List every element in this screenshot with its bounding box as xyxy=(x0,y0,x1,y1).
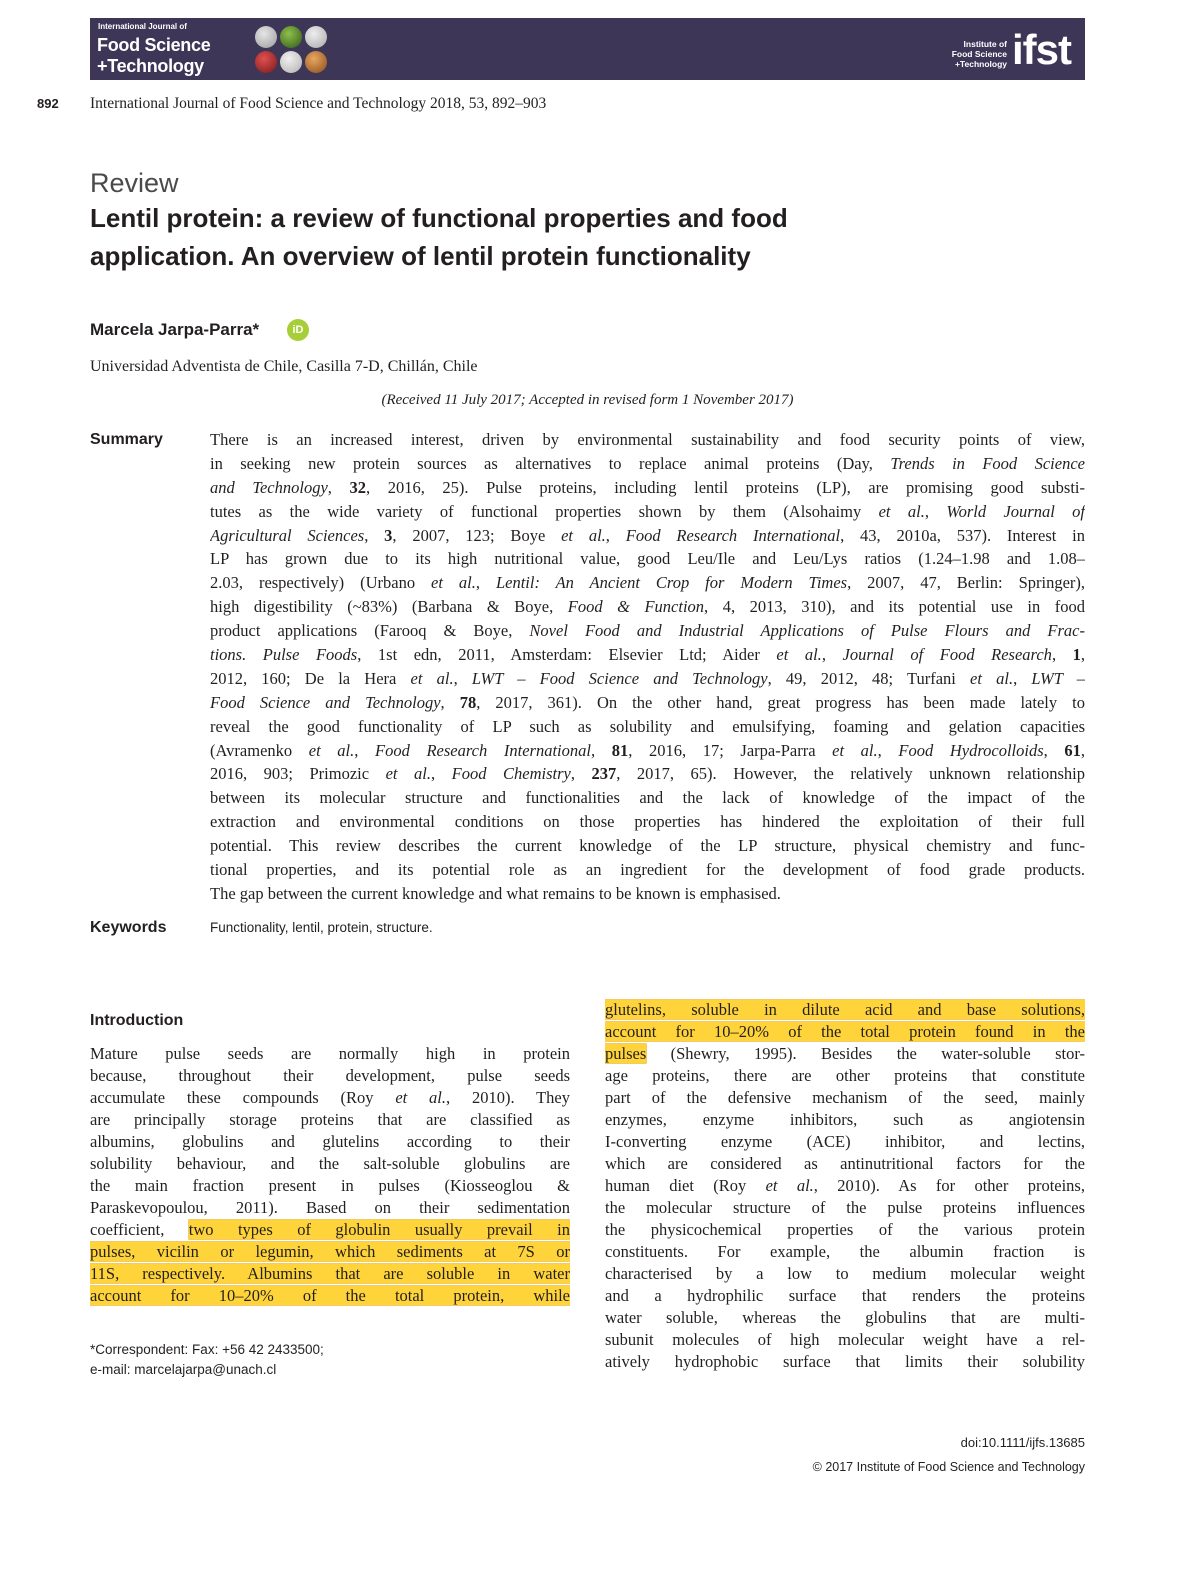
body-line xyxy=(90,1241,570,1263)
text-run: coefficient, xyxy=(90,1220,189,1239)
body-line xyxy=(90,1175,570,1197)
highlighted-text: pulses xyxy=(605,1044,647,1063)
cover-image-circle xyxy=(255,51,277,73)
text-run: age proteins, there are other proteins that constitute xyxy=(605,1066,1085,1085)
keywords-list: Functionality, lentil, protein, structure. xyxy=(210,920,433,935)
italic-text: Food Research International xyxy=(625,525,841,545)
summary-line xyxy=(210,476,1085,500)
text-run: , xyxy=(440,692,460,712)
text-run: the main fraction present in pulses (Kiosseoglou & xyxy=(90,1176,570,1195)
author-affiliation: Universidad Adventista de Chile, Casilla 7-D, Chillán, Chile xyxy=(90,358,478,375)
text-run: high digestibility (~83%) (Barbana & Boye, xyxy=(210,597,568,617)
text-run: 2016, 903; Primozic xyxy=(210,764,386,784)
italic-text: Lentil: An Ancient Crop for Modern Times xyxy=(495,573,848,593)
body-line xyxy=(90,1153,570,1175)
italic-text: Food Hydrocolloids xyxy=(898,740,1044,760)
text-run: , 2010). As for other proteins, xyxy=(813,1176,1085,1195)
highlighted-text: pulses, vicilin or legumin, which sediments at 7S or xyxy=(90,1242,570,1261)
text-run: albumins, globulins and glutelins according to their xyxy=(90,1132,570,1151)
highlighted-text: two types of globulin usually prevail in xyxy=(188,1220,570,1239)
bold-text: 1 xyxy=(1072,645,1081,665)
italic-text: Trends in Food Science xyxy=(890,453,1085,473)
orcid-icon[interactable]: iD xyxy=(287,319,309,341)
text-run: part of the defensive mechanism of the seed, mainly xyxy=(605,1088,1085,1107)
summary-line xyxy=(210,691,1085,715)
text-run: , 2010). They xyxy=(446,1088,570,1107)
italic-text: Novel Food and Industrial Applications of Pulse Flours and Frac- xyxy=(529,621,1085,641)
right-column-text xyxy=(605,999,1085,1373)
bold-text: 61 xyxy=(1064,740,1081,760)
text-run: enzymes, enzyme inhibitors, such as angiotensin xyxy=(605,1110,1085,1129)
text-run: between its molecular structure and functionalities and the lack of knowledge of the impact of the xyxy=(210,788,1085,808)
text-run: , 4, 2013, 310), and its potential use in food xyxy=(704,597,1085,617)
italic-text: and Technology xyxy=(210,477,328,497)
highlighted-text: glutelins, soluble in dilute acid and base solutions, xyxy=(605,1000,1085,1019)
summary-line xyxy=(210,500,1085,524)
section-heading: Introduction xyxy=(90,1012,184,1029)
body-line xyxy=(605,1021,1085,1043)
body-line xyxy=(605,1241,1085,1263)
journal-logo-line2: +Technology xyxy=(97,56,204,76)
cover-image-circle xyxy=(280,26,302,48)
summary-line xyxy=(210,715,1085,739)
journal-logo-line1: Food Science xyxy=(97,35,211,55)
text-run: are principally storage proteins that are classified as xyxy=(90,1110,570,1129)
italic-text: et al. xyxy=(561,525,606,545)
body-line xyxy=(90,1219,570,1241)
cover-image-circle xyxy=(305,26,327,48)
journal-logo-kicker: International Journal of xyxy=(98,22,187,31)
highlighted-text: account for 10–20% of the total protein, while xyxy=(90,1286,570,1305)
summary-line xyxy=(210,524,1085,548)
text-run: , xyxy=(327,477,350,497)
body-line xyxy=(90,1109,570,1131)
text-run: constituents. For example, the albumin fraction is xyxy=(605,1242,1085,1261)
body-line xyxy=(90,1263,570,1285)
italic-text: et al. xyxy=(776,645,822,665)
cover-image-circle xyxy=(305,51,327,73)
italic-text: Food Science and Technology xyxy=(210,692,441,712)
text-run: , xyxy=(1013,668,1032,688)
text-run: , 2017, 361). On the other hand, great progress has been made lately to xyxy=(476,692,1085,712)
left-column-text xyxy=(90,1043,570,1307)
text-run: , xyxy=(364,525,385,545)
text-run: , xyxy=(1051,645,1073,665)
italic-text: et al. xyxy=(385,764,431,784)
author-name: Marcela Jarpa-Parra* xyxy=(90,320,260,339)
text-run: , 2007, 123; Boye xyxy=(392,525,562,545)
text-run: in seeking new protein sources as alternatives to replace animal proteins (Day, xyxy=(210,453,891,473)
text-run: I-converting enzyme (ACE) inhibitor, and lectins, xyxy=(605,1132,1085,1151)
body-line xyxy=(90,1131,570,1153)
cover-image-circle xyxy=(280,51,302,73)
text-run: , 1st edn, 2011, Amsterdam: Elsevier Ltd; Aider xyxy=(357,645,777,665)
text-run: , 2016, 25). Pulse proteins, including lentil proteins (LP), are promising good substi- xyxy=(366,477,1085,497)
text-run: atively hydrophobic surface that limits their solubility xyxy=(605,1352,1085,1371)
running-header-citation: International Journal of Food Science and Technology 2018, 53, 892–903 xyxy=(90,95,547,112)
text-run: which are considered as antinutritional factors for the xyxy=(605,1154,1085,1173)
page-number: 892 xyxy=(37,96,59,111)
bold-text: 32 xyxy=(349,477,366,497)
body-line xyxy=(605,1197,1085,1219)
text-run: (Avramenko xyxy=(210,740,309,760)
text-run: , xyxy=(1080,740,1085,760)
summary-line xyxy=(210,739,1085,763)
summary-line xyxy=(210,547,1085,571)
italic-text: Food Research International xyxy=(375,740,591,760)
summary-text xyxy=(210,428,1085,906)
bold-text: 78 xyxy=(459,692,477,712)
italic-text: et al. xyxy=(832,740,878,760)
body-line xyxy=(605,999,1085,1021)
correspondence-email[interactable]: e-mail: marcelajarpa@unach.cl xyxy=(90,1362,277,1377)
text-run: potential. This review describes the current knowledge of the LP structure, physical chemistry and func- xyxy=(210,836,1085,856)
summary-line xyxy=(210,762,1085,786)
text-run: 2.03, respectively) (Urbano xyxy=(210,573,432,593)
ifst-logo-line: Food Science xyxy=(951,49,1007,59)
text-run: , xyxy=(1080,645,1085,665)
body-line xyxy=(605,1043,1085,1065)
text-run: characterised by a low to medium molecular weight xyxy=(605,1264,1085,1283)
body-line xyxy=(90,1087,570,1109)
summary-line xyxy=(210,571,1085,595)
italic-text: et al. xyxy=(970,668,1014,688)
text-run: the physicochemical properties of the various protein xyxy=(605,1220,1085,1239)
italic-text: LWT – xyxy=(1031,668,1085,688)
italic-text: Food Chemistry xyxy=(451,764,571,784)
cover-image-circle xyxy=(255,26,277,48)
text-run: The gap between the current knowledge and what remains to be known is emphasised. xyxy=(210,883,781,903)
summary-line xyxy=(210,667,1085,691)
text-run: extraction and environmental conditions on those properties has hindered the exploitation of their full xyxy=(210,812,1085,832)
text-run: , 2007, 47, Berlin: Springer), xyxy=(847,573,1085,593)
text-run: accumulate these compounds (Roy xyxy=(90,1088,396,1107)
correspondence-footnote: *Correspondent: Fax: +56 42 2433500; xyxy=(90,1342,324,1357)
italic-text: LWT – Food Science and Technology xyxy=(471,668,768,688)
italic-text: et al. xyxy=(431,573,476,593)
text-run: , 49, 2012, 48; Turfani xyxy=(767,668,971,688)
body-line xyxy=(605,1109,1085,1131)
text-run: tional properties, and its potential role as an ingredient for the development of food grade products. xyxy=(210,860,1085,880)
article-title-line: Lentil protein: a review of functional properties and food xyxy=(90,203,788,233)
summary-line xyxy=(210,834,1085,858)
italic-text: World Journal of xyxy=(946,501,1085,521)
text-run: , xyxy=(590,740,612,760)
italic-text: et al. xyxy=(395,1088,447,1107)
text-run: , xyxy=(877,740,899,760)
summary-line xyxy=(210,452,1085,476)
italic-text: et al. xyxy=(878,501,925,521)
italic-text: et al. xyxy=(308,740,355,760)
text-run: reveal the good functionality of LP such as solubility and emulsifying, foaming and gelation capacities xyxy=(210,716,1085,736)
text-run: , 2017, 65). However, the relatively unknown relationship xyxy=(616,764,1085,784)
summary-line xyxy=(210,643,1085,667)
text-run: (Shewry, 1995). Besides the water-soluble stor- xyxy=(646,1044,1085,1063)
text-run: Paraskevopoulou, 2011). Based on their sedimentation xyxy=(90,1198,570,1217)
italic-text: tions. Pulse Foods xyxy=(210,645,358,665)
text-run: There is an increased interest, driven by environmental sustainability and food security points of view, xyxy=(210,430,1085,449)
text-run: the molecular structure of the pulse proteins influences xyxy=(605,1198,1085,1217)
body-line xyxy=(605,1263,1085,1285)
bold-text: 3 xyxy=(384,525,393,545)
journal-banner xyxy=(90,18,1085,80)
text-run: , xyxy=(605,525,626,545)
text-run: , xyxy=(354,740,376,760)
text-run: product applications (Farooq & Boye, xyxy=(210,621,530,641)
body-line xyxy=(605,1351,1085,1373)
received-dates: (Received 11 July 2017; Accepted in revised form 1 November 2017) xyxy=(381,392,794,408)
body-line xyxy=(605,1065,1085,1087)
text-run: , xyxy=(475,573,496,593)
text-run: human diet (Roy xyxy=(605,1176,766,1195)
summary-line xyxy=(210,810,1085,834)
ifst-logo-line: Institute of xyxy=(963,39,1007,49)
summary-label: Summary xyxy=(90,431,163,448)
summary-line xyxy=(210,428,1085,452)
italic-text: Agricultural Sciences xyxy=(210,525,365,545)
italic-text: Journal of Food Research xyxy=(842,645,1052,665)
doi-link[interactable]: doi:10.1111/ijfs.13685 xyxy=(960,1435,1085,1450)
italic-text: et al. xyxy=(765,1176,814,1195)
text-run: , xyxy=(821,645,843,665)
article-type: Review xyxy=(90,168,179,198)
text-run: 2012, 160; De la Hera xyxy=(210,668,411,688)
highlighted-text: 11S, respectively. Albumins that are soluble in water xyxy=(90,1264,570,1283)
italic-text: Food & Function xyxy=(567,597,705,617)
body-line xyxy=(605,1307,1085,1329)
summary-line xyxy=(210,786,1085,810)
text-run: and a hydrophilic surface that renders the proteins xyxy=(605,1286,1085,1305)
text-run: , 43, 2010a, 537). Interest in xyxy=(840,525,1085,545)
summary-line xyxy=(210,595,1085,619)
summary-line xyxy=(210,858,1085,882)
italic-text: et al. xyxy=(410,668,454,688)
body-line xyxy=(90,1285,570,1307)
article-title-line: application. An overview of lentil protein functionality xyxy=(90,241,751,271)
body-line xyxy=(605,1285,1085,1307)
body-line xyxy=(90,1065,570,1087)
bold-text: 237 xyxy=(591,764,617,784)
text-run: Mature pulse seeds are normally high in protein xyxy=(90,1044,570,1063)
body-line xyxy=(90,1043,570,1065)
highlighted-text: account for 10–20% of the total protein found in the xyxy=(605,1022,1085,1041)
text-run: , xyxy=(1043,740,1065,760)
body-line xyxy=(605,1153,1085,1175)
body-line xyxy=(605,1131,1085,1153)
body-line xyxy=(605,1175,1085,1197)
summary-line xyxy=(210,619,1085,643)
body-line xyxy=(90,1197,570,1219)
text-run: , xyxy=(924,501,947,521)
text-run: , xyxy=(431,764,452,784)
summary-line xyxy=(210,882,1085,906)
text-run: tutes as the wide variety of functional properties shown by them (Alsohaimy xyxy=(210,501,879,521)
text-run: because, throughout their development, pulse seeds xyxy=(90,1066,570,1085)
copyright-notice: © 2017 Institute of Food Science and Technology xyxy=(812,1460,1085,1474)
text-run: subunit molecules of high molecular weight have a rel- xyxy=(605,1330,1085,1349)
ifst-logo-line: +Technology xyxy=(954,59,1007,69)
body-line xyxy=(605,1329,1085,1351)
text-run: , 2016, 17; Jarpa-Parra xyxy=(628,740,833,760)
text-run: LP has grown due to its high nutritional value, good Leu/Ile and Leu/Lys ratios (1.24–1.98 and 1.08– xyxy=(210,549,1085,569)
text-run: solubility behaviour, and the salt-soluble globulins are xyxy=(90,1154,570,1173)
text-run: , xyxy=(453,668,472,688)
text-run: , xyxy=(570,764,592,784)
text-run: water soluble, whereas the globulins that are multi- xyxy=(605,1308,1085,1327)
ifst-logo-text xyxy=(952,39,1007,69)
body-line xyxy=(605,1087,1085,1109)
body-line xyxy=(605,1219,1085,1241)
bold-text: 81 xyxy=(611,740,629,760)
keywords-label: Keywords xyxy=(90,919,167,936)
ifst-logo-mark: ifst xyxy=(1012,26,1071,73)
